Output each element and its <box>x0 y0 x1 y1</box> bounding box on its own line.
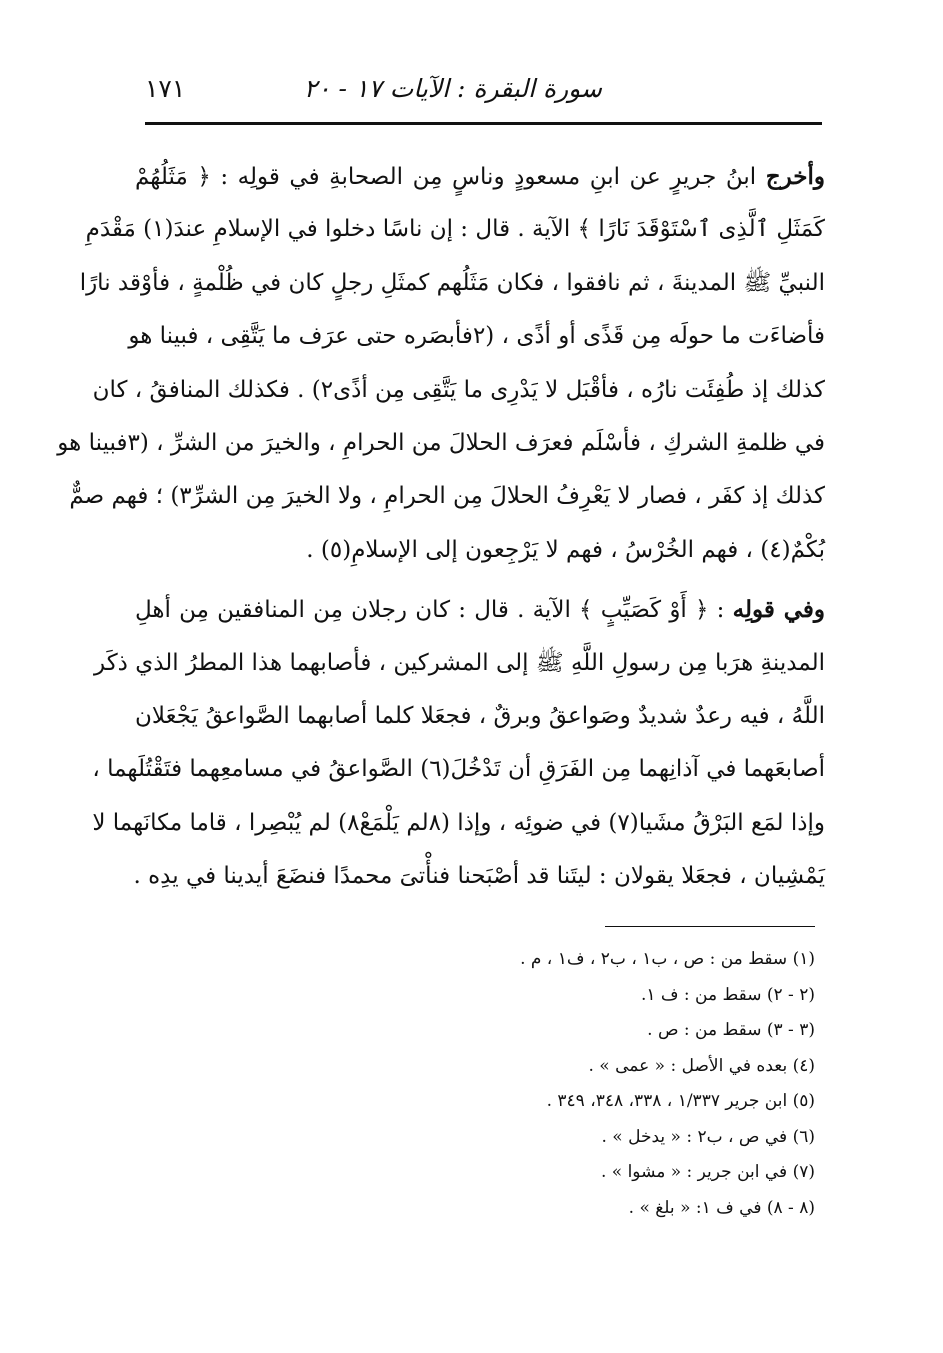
text-line: كذلك إذ طُفِئَت نارُه ، فأقْبَل لا يَدْرِى ما يَتَّقِى مِن أذًى٢) . فكذلك المنافقُ ، كان <box>92 376 825 403</box>
text-line: كذلك إذ كفَر ، فصار لا يَعْرِفُ الحلالَ مِن الحرامِ ، ولا الخيرَ مِن الشرِّ٣) ؛ فهم صمٌّ <box>69 483 825 510</box>
text-line: النبيِّ ﷺ المدينةَ ، ثم نافقوا ، فكان مَثَلُهم كمثَلِ رجلٍ كان في ظُلْمةٍ ، فأوْقد نارًا <box>79 269 825 296</box>
footnotes <box>300 942 815 1226</box>
text-line: فأضاءَت ما حولَه مِن قَذًى أو أذًى ، (٢فأبصَره حتى عرَف ما يَتَّقِى ، فبينا هو <box>128 323 825 350</box>
footnote: (٧) في ابن جرير : « مشوا » . <box>600 1162 815 1182</box>
page-number: ١٧١ <box>145 74 186 103</box>
running-header <box>145 68 822 112</box>
footnote: (١) سقط من : ص ، ب١ ، ب٢ ، ف١ ، م . <box>520 949 815 969</box>
line-text: : ﴿ أَوْ كَصَيِّبٍ ﴾ الآية . قال : كان رجلان مِن المنافقين مِن أهلِ <box>135 597 725 624</box>
text-line: يَمْشِيان ، فجعَلا يقولان : ليتَنا قد أصْبَحنا فنأْتىَ محمدًا فنضَعَ أيدينا في يدِه . <box>133 863 825 890</box>
paragraph-lead: وأخرج <box>765 163 825 190</box>
paragraph-1 <box>57 150 825 577</box>
main-text <box>57 150 826 903</box>
text-line: أصابعَهما في آذانِهما مِن الفَرَقِ أن تَدْخُلَ(٦) الصَّواعقُ في مسامعِهما فتَقْتُلَهما ، <box>92 756 825 783</box>
line-text: ابنُ جريرٍ عن ابنِ مسعودٍ وناسٍ مِن الصحابةِ في قولِه : ﴿ مَثَلُهُمْ <box>135 164 757 190</box>
text-line: في ظلمةِ الشركِ ، فأسْلَم فعرَف الحلالَ من الحرامِ ، والخيرَ من الشرِّ ، (٣فبينا هو <box>57 429 825 456</box>
text-line: المدينةِ هرَبا مِن رسولِ اللَّهِ ﷺ إلى المشركين ، فأصابهما هذا المطرُ الذي ذكَر <box>94 649 825 676</box>
footnote: (٤) بعده في الأصل : « عمى » . <box>588 1055 815 1076</box>
footnote: (٣ - ٣) سقط من : ص . <box>647 1020 815 1040</box>
paragraph-2 <box>92 583 826 903</box>
text-line: بُكْمٌ(٤) ، فهم الخُرْسُ ، فهم لا يَرْجِعون إلى الإسلامِ(٥) . <box>306 536 825 563</box>
text-line: وإذا لمَع البَرْقُ مشَيا(٧) في ضوئِه ، وإذا (٨لم يَلْمَعْ٨) لم يُبْصِرا ، قاما مكانَهما لا <box>92 809 825 836</box>
footnote: (٨ - ٨) في ف ١: « بلغ » . <box>628 1197 815 1218</box>
text-line <box>135 150 825 203</box>
footnote-rule <box>605 926 815 927</box>
text-line <box>135 583 825 636</box>
text-line: اللَّهُ ، فيه رعدٌ شديدٌ وصَواعقُ وبرقٌ ، فجعَلا كلما أصابهما الصَّواعقُ يَجْعَلان <box>134 702 825 729</box>
header-title: سورة البقرة : الآيات ١٧ - ٢٠ <box>303 74 602 103</box>
footnote: (٥) ابن جرير ١/٣٣٧ ، ٣٣٨، ٣٤٨، ٣٤٩ . <box>546 1091 815 1111</box>
footnote: (٢ - ٢) سقط من : ف ١. <box>640 984 815 1005</box>
footnote: (٦) في ص ، ب٢ : « يدخل » . <box>601 1126 815 1147</box>
paragraph-lead: وفي قولِه <box>732 596 826 624</box>
header-rule <box>145 122 822 125</box>
text-line: كَمَثَلِ ٱلَّذِى ٱسْتَوْقَدَ نَارًا ﴾ الآية . قال : إن ناسًا دخلوا في الإسلامِ عندَ(١) مَقْدَمِ <box>85 216 825 243</box>
